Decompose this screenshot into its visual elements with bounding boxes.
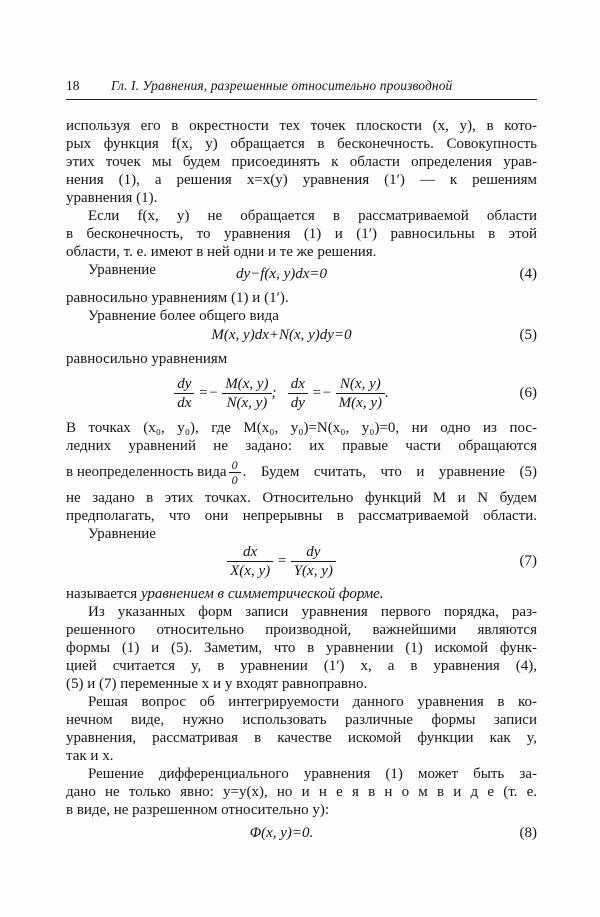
text-line: в виде, не разрешенном относительно y): [66,802,330,818]
text-line: равносильно уравнениям (1) и (1′). [66,290,289,306]
fraction-numerator: dx [288,376,308,394]
equation-6-number: (6) [519,385,537,401]
text-line: этих точек мы будем присоединять к области определения урав- [66,154,537,170]
text-line: Из указанных форм записи уравнения первого порядка, раз- [88,604,537,620]
fraction [174,376,194,411]
text-line: Уравнение [88,262,156,278]
text-line: В точках (x₀, y₀), где M(x₀, y₀)=N(x₀, y₀)=0, ни одно из пос- [66,420,537,436]
fraction-numerator: dx [227,544,273,562]
fraction-denominator: 0 [231,472,238,487]
fraction-denominator: dy [290,395,305,412]
fraction [336,376,385,411]
text-line: используя его в окрестности тех точек плоскости (x, y), в кото- [66,118,537,134]
text-line: в бесконечность, то уравнения (1) и (1′) равносильны в этой [66,226,537,242]
running-title: Гл. I. Уравнения, разрешенные относительно производной [111,78,453,93]
text-line: нечном виде, нужно использовать различные формы записи [66,712,537,728]
text-line: цией считается y, в уравнении (1′) x, а в уравнения (4), [66,658,537,674]
fraction-denominator: Y(x, y) [293,563,333,580]
text-line: нения (1), а решения x=x(y) уравнения (1′) — к решениям [66,172,537,188]
fraction-numerator: N(x, y) [336,376,385,394]
equation-8-body: Φ(x, y)=0. [249,825,314,841]
text-line: области, т. е. имеют в ней одни и те же решения. [66,244,377,260]
end-period: . [384,385,389,401]
text-line: Решение дифференциального уравнения (1) может быть за- [88,766,537,782]
zero-over-zero-fraction [229,459,241,486]
fraction-numerator: dy [174,376,194,394]
text-fragment: в неопределенность вида [66,464,227,480]
text-line: Если f(x, y) не обращается в рассматриваемой области [88,208,537,224]
equation-7-body [66,540,497,582]
text-line: формы (1) и (5). Заметим, что в уравнении (1) искомой функ- [66,640,537,656]
text-line: ледних уравнений не задано: их правые части обращаются [66,438,537,454]
equals-sign: = [276,553,287,569]
equation-5 [66,325,537,345]
fraction-denominator: X(x, y) [230,563,271,580]
equation-6 [66,373,537,413]
fraction [288,376,308,411]
fraction [227,544,273,579]
text-line: рых функция f(x, y) обращается в бесконечность. Совокупность [66,136,537,152]
text-line: Решая вопрос об интегрируемости данного уравнения в ко- [88,694,537,710]
running-header [66,78,537,96]
text-line [66,585,537,603]
text-fragment: называется [66,586,141,602]
text-line: (5) и (7) переменные x и y входят равноправно. [66,676,368,692]
equation-6-body [66,373,497,413]
text-line: уравнения, рассматривая в качестве искомой функции как y, [66,730,537,746]
fraction-numerator: dy [291,544,336,562]
text-line: решенного относительно производной, важнейшими являются [66,622,537,638]
text-fragment: . Будем считать, что и уравнение (5) [242,464,537,480]
separator: ; [271,385,277,401]
equation-4-body: dy−f(x, y)dx=0 [235,266,328,282]
equation-4-number: (4) [519,266,537,282]
equation-8 [66,821,537,845]
equation-5-body: M(x, y)dx+N(x, y)dy=0 [211,327,352,343]
text-line: предполагать, что они непрерывны в рассматриваемой области. [66,508,537,524]
text-line: не задано в этих точках. Относительно функций M и N будем [66,490,537,506]
fraction [291,544,336,579]
header-rule [66,99,537,100]
fraction-denominator: N(x, y) [226,395,268,412]
text-line: уравнения (1). [66,190,158,206]
equation-7 [66,540,537,582]
fraction-denominator: M(x, y) [338,395,382,412]
equation-7-number: (7) [519,553,537,569]
emphasis-term: уравнением в симметрической форме. [140,586,384,602]
page-number: 18 [66,78,80,93]
fraction [222,376,271,411]
text-line-with-fraction [66,457,537,487]
text-line: Уравнение [88,526,156,542]
fraction-numerator: 0 [229,459,241,473]
text-line: дано не только явно: y=y(x), но и н е я в н о м в и д е (т. е. [66,784,537,800]
fraction-denominator: dx [177,395,192,412]
equals-minus: =− [198,385,219,401]
equation-4 [66,263,537,285]
text-line: Уравнение более общего вида [88,308,279,324]
equation-5-number: (5) [519,327,537,343]
text-line: так и x. [66,748,114,764]
fraction-numerator: M(x, y) [222,376,271,394]
text-line: равносильно уравнениям [66,351,228,367]
equals-minus: =− [311,385,332,401]
equation-8-number: (8) [519,825,537,841]
